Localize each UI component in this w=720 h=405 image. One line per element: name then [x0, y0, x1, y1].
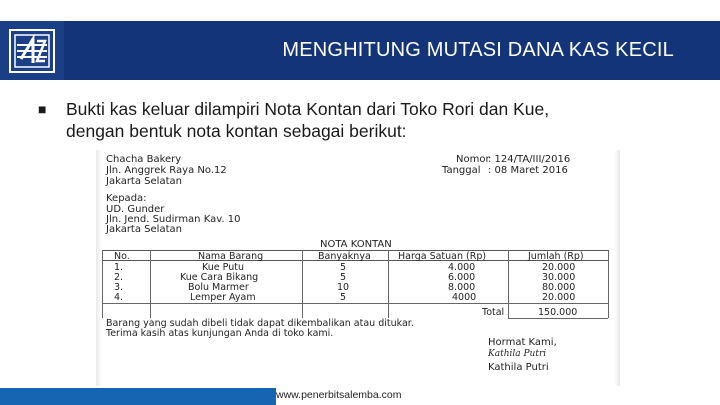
nota-title: NOTA KONTAN	[320, 239, 392, 250]
shop-address-1: Jln. Anggrek Raya No.12	[106, 165, 227, 176]
row-nama: Lemper Ayam	[190, 292, 256, 303]
row-no: 4.	[114, 292, 124, 303]
bullet-line-2: dengan bentuk nota kontan sebagai berikut:	[66, 121, 407, 141]
nomor-value: : 124/TA/III/2016	[488, 154, 571, 165]
row-no: 1.	[114, 262, 124, 273]
table-divider	[102, 303, 608, 304]
note-line-1: Barang yang sudah dibeli tidak dapat dikembalikan atau ditukar.	[106, 318, 414, 329]
row-harga: 4.000	[448, 262, 476, 273]
table-divider	[508, 318, 608, 319]
total-value: 150.000	[538, 307, 578, 318]
column-header: Nama Barang	[198, 251, 264, 262]
title-band	[64, 21, 720, 80]
bullet-text	[66, 98, 686, 142]
recipient-name: UD. Gunder	[106, 204, 165, 215]
shop-address-2: Jakarta Selatan	[106, 176, 182, 187]
square-bullet-icon: ■	[38, 101, 47, 117]
row-harga: 8.000	[448, 282, 476, 293]
total-label: Total	[482, 307, 505, 318]
footer-bar	[0, 388, 276, 405]
column-header: Harga Satuan (Rp)	[398, 251, 487, 262]
table-border	[102, 250, 103, 318]
table-divider	[388, 250, 389, 318]
row-nama: Bolu Marmer	[188, 282, 249, 293]
page-title: MENGHITUNG MUTASI DANA KAS KECIL	[282, 39, 674, 61]
row-qty: 10	[337, 282, 350, 293]
table-divider	[302, 250, 303, 318]
row-no: 3.	[114, 282, 124, 293]
row-no: 2.	[114, 272, 124, 283]
row-qty: 5	[340, 262, 347, 273]
table-border	[608, 250, 609, 318]
tanggal-value: : 08 Maret 2016	[488, 165, 568, 176]
row-harga: 6.000	[448, 272, 476, 283]
row-harga: 4000	[452, 292, 477, 303]
slide-header	[0, 0, 720, 80]
right-edge-shade	[614, 150, 620, 386]
shop-name: Chacha Bakery	[106, 154, 182, 165]
row-nama: Kue Putu	[202, 262, 244, 273]
row-jumlah: 20.000	[542, 292, 576, 303]
table-divider	[150, 250, 151, 318]
row-qty: 5	[340, 292, 347, 303]
row-qty: 5	[340, 272, 347, 283]
bullet-line-1: Bukti kas keluar dilampiri Nota Kontan dari Toko Rori dan Kue,	[66, 99, 550, 119]
closing-text: Hormat Kami,	[488, 337, 557, 348]
note-line-2: Terima kasih atas kunjungan Anda di toko kami.	[106, 328, 334, 339]
publisher-logo-icon	[0, 21, 64, 80]
tanggal-label: Tanggal	[442, 165, 481, 176]
nota-kontan-image	[96, 150, 620, 386]
kepada-label: Kepada:	[106, 193, 147, 204]
signature: Kathila Putri	[488, 349, 547, 359]
footer-url: www.penerbitsalemba.com	[276, 389, 402, 401]
row-nama: Kue Cara Bikang	[180, 272, 259, 283]
row-jumlah: 20.000	[542, 262, 576, 273]
table-divider	[508, 250, 509, 318]
column-header: Banyaknya	[318, 251, 371, 262]
row-jumlah: 30.000	[542, 272, 576, 283]
column-header: No.	[114, 251, 130, 262]
recipient-address-1: Jln. Jend. Sudirman Kav. 10	[106, 214, 241, 225]
column-header: Jumlah (Rp)	[528, 251, 584, 262]
signer-name: Kathila Putri	[488, 362, 549, 373]
nomor-label: Nomor	[456, 154, 490, 165]
recipient-address-2: Jakarta Selatan	[106, 224, 182, 235]
row-jumlah: 80.000	[542, 282, 576, 293]
